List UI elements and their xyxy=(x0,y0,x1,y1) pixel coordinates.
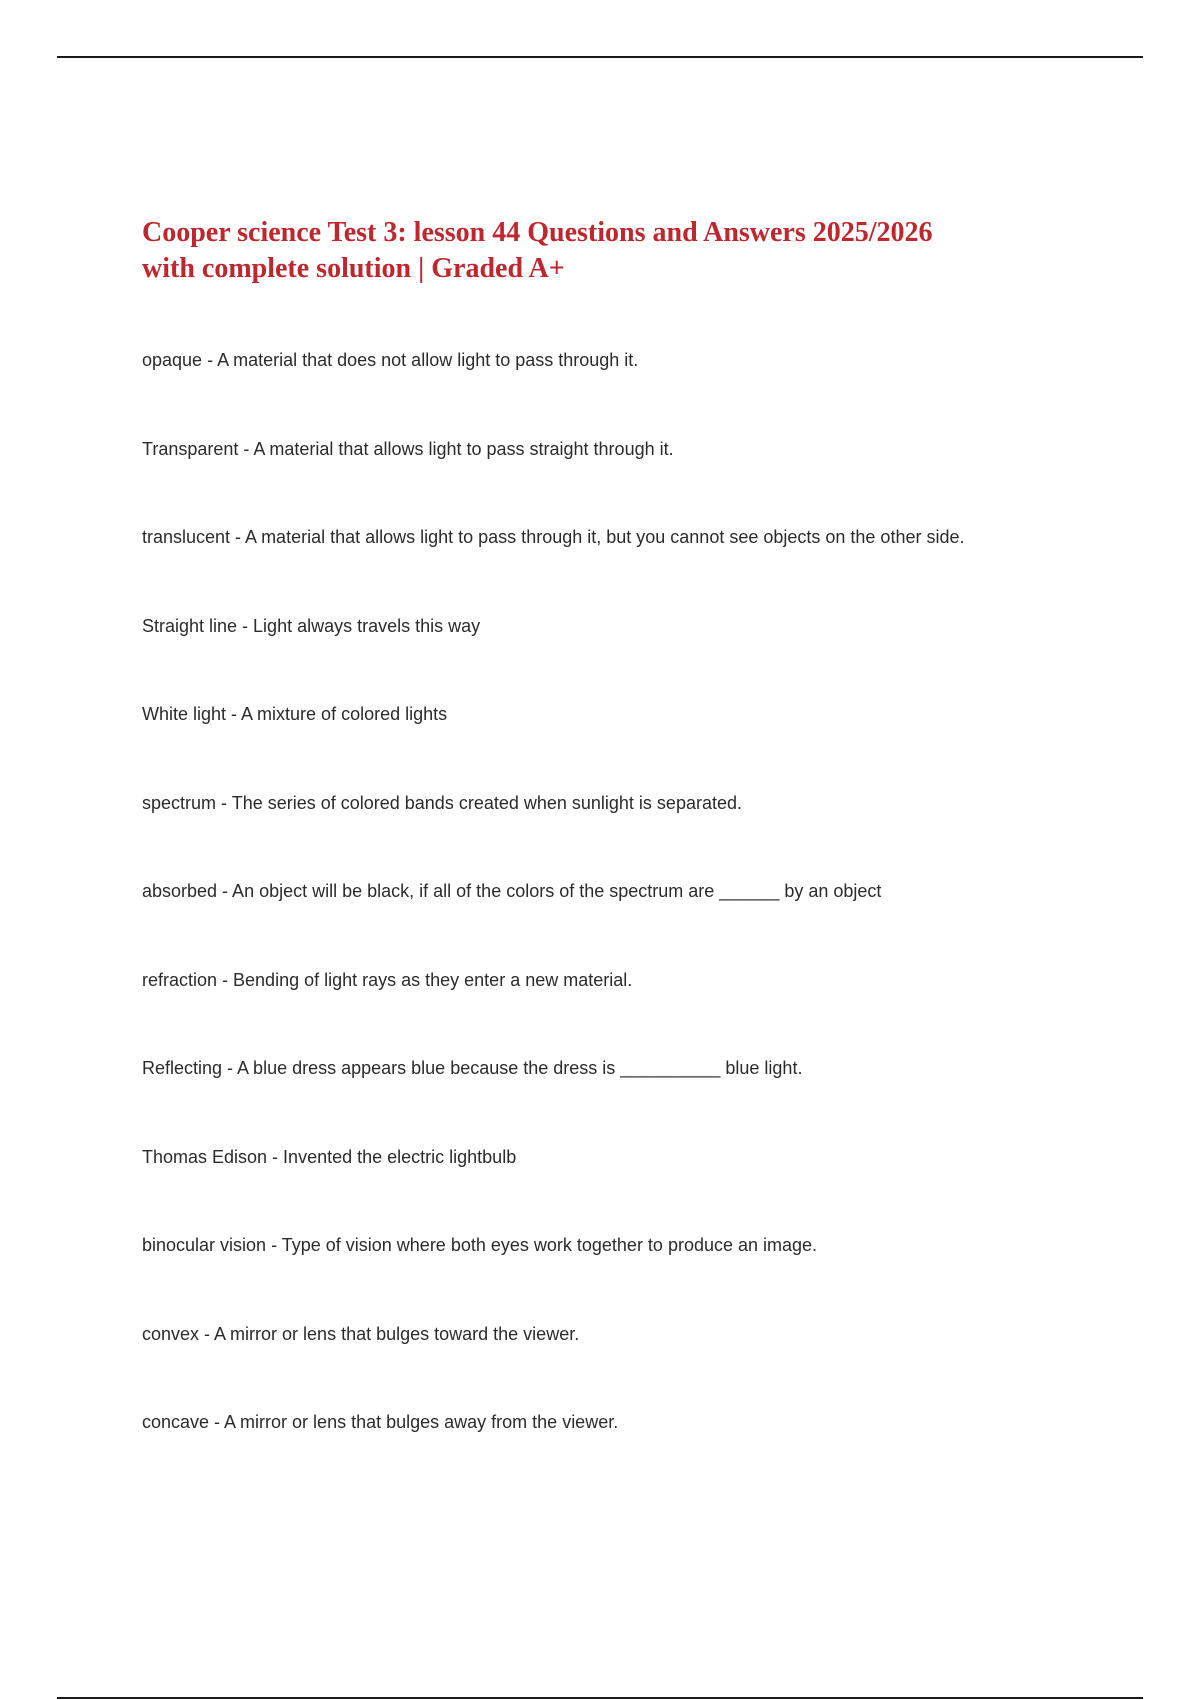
term-entry-reflecting: Reflecting - A blue dress appears blue because the dress is __________ blue light. xyxy=(142,1058,803,1078)
term-entry-refraction: refraction - Bending of light rays as they enter a new material. xyxy=(142,969,633,990)
footer-rule xyxy=(57,1697,1143,1699)
term-entry-absorbed: absorbed - An object will be black, if all of the colors of the spectrum are ______ by an object xyxy=(142,881,882,901)
header-rule xyxy=(57,56,1143,58)
term-list xyxy=(142,348,1142,1499)
term-entry-concave: concave - A mirror or lens that bulges away from the viewer. xyxy=(142,1412,619,1432)
title-line-1: Cooper science Test 3: lesson 44 Questions and Answers 2025/2026 xyxy=(142,217,933,248)
term-entry-straight-line: Straight line - Light always travels this way xyxy=(142,615,481,636)
term-entry-convex: convex - A mirror or lens that bulges toward the viewer. xyxy=(142,1323,580,1344)
term-entry-white-light: White light - A mixture of colored lights xyxy=(142,704,448,724)
term-entry-spectrum: spectrum - The series of colored bands created when sunlight is separated. xyxy=(142,792,742,813)
term-entry-thomas-edison: Thomas Edison - Invented the electric lightbulb xyxy=(142,1146,517,1167)
term-entry-translucent: translucent - A material that allows light to pass through it, but you cannot see objects on the other side. xyxy=(142,527,965,547)
term-entry-transparent: Transparent - A material that allows light to pass straight through it. xyxy=(142,438,674,459)
term-entry-binocular-vision: binocular vision - Type of vision where both eyes work together to produce an image. xyxy=(142,1235,818,1255)
document-title xyxy=(142,215,1122,287)
term-entry-opaque: opaque - A material that does not allow light to pass through it. xyxy=(142,350,639,370)
title-line-2: with complete solution | Graded A+ xyxy=(142,253,565,284)
